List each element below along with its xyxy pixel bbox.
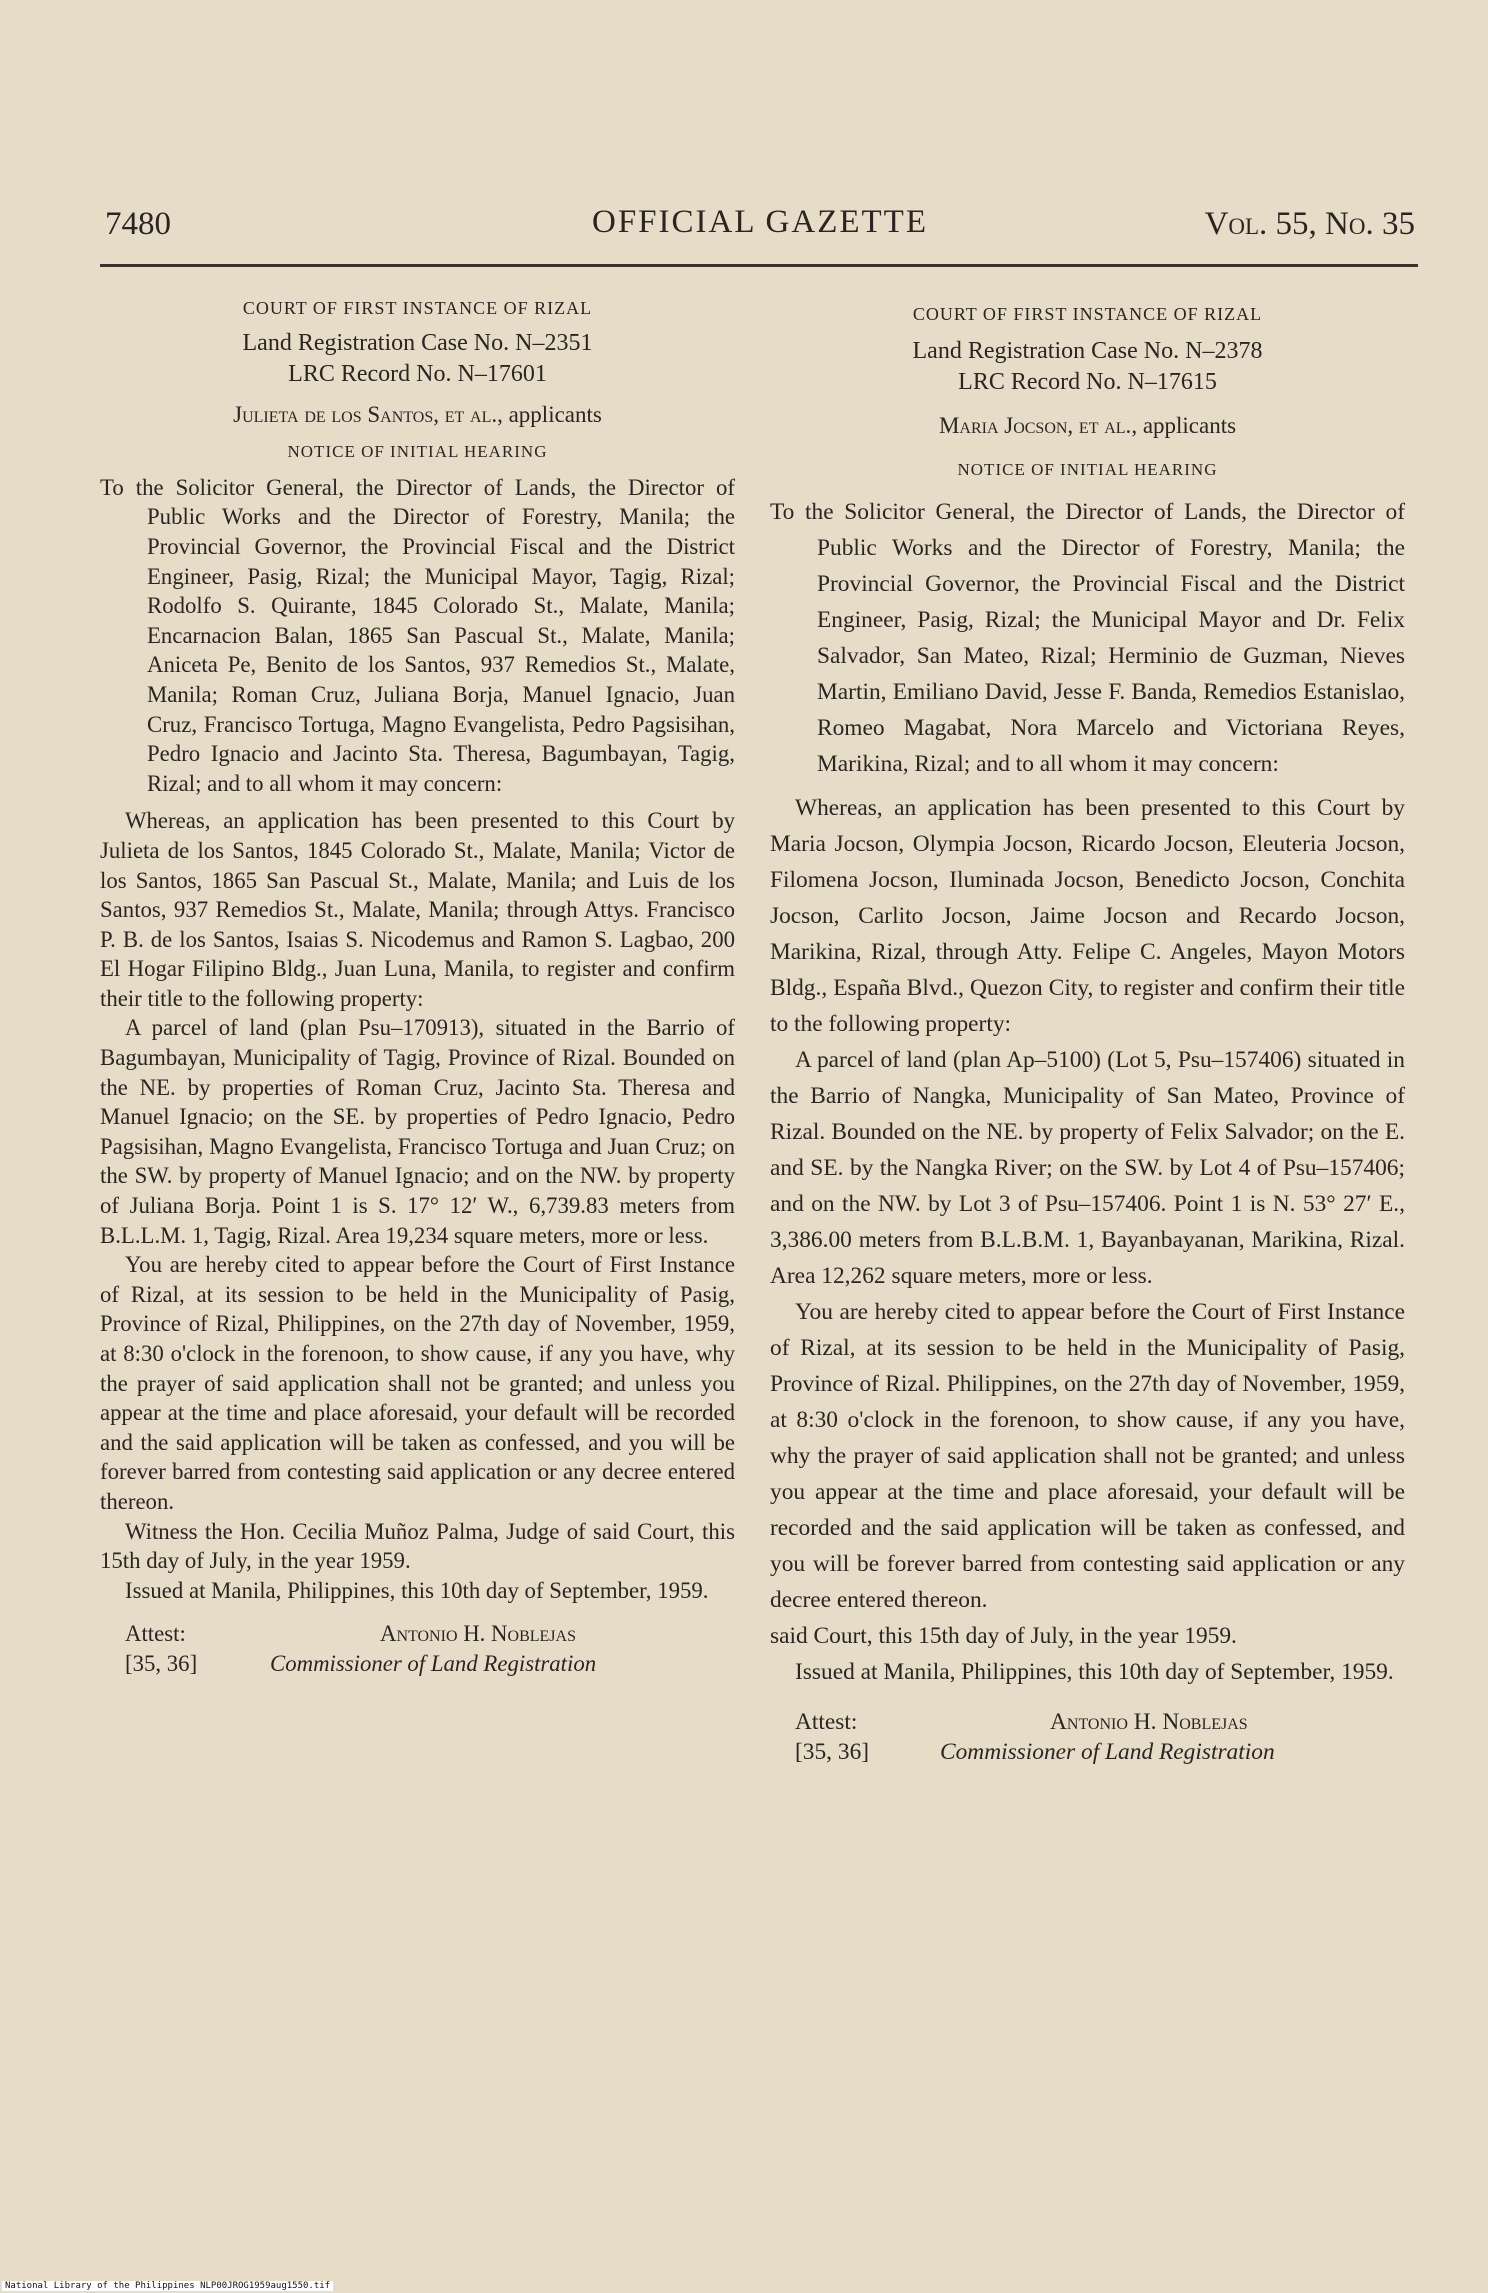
commissioner-title: Commissioner of Land Registration — [270, 1651, 597, 1677]
scan-source-footer: National Library of the Philippines NLP00JROG1959aug1550.tif — [2, 2281, 333, 2291]
applicant-suffix: , applicants — [1131, 413, 1237, 438]
parcel-paragraph: A parcel of land (plan Psu–170913), situated in the Barrio of Bagumbayan, Municipality of Tagig, Province of Rizal. Bounded on the NE. by properties of Roman Cruz, Jacinto Sta. Theresa and Manuel Ignacio; on the SE. by properties of Pedro Ignacio, Pedro Pagsisihan, Magno Evangelista, Francisco Tortuga and Juan Cruz; on the SW. by property of Manuel Ignacio; and on the NW. by property of Juliana Borja. Point 1 is S. 17° 12′ W., 6,739.83 meters from B.L.L.M. 1, Tagig, Rizal. Area 19,234 square meters, more or less. — [100, 1015, 735, 1248]
issued-paragraph: Issued at Manila, Philippines, this 10th day of September, 1959. — [125, 1577, 709, 1603]
applicant-name: Julieta de los Santos, et al. — [233, 401, 498, 427]
commissioner-name: Antonio H. Noblejas — [1050, 1709, 1248, 1735]
left-column-notice — [100, 290, 735, 1679]
applicant-suffix: , applicants — [497, 401, 602, 427]
court-heading: COURT OF FIRST INSTANCE OF RIZAL — [242, 298, 593, 318]
record-number: LRC Record No. N–17615 — [958, 369, 1217, 395]
page-header — [105, 200, 1415, 250]
addressees-paragraph: To the Solicitor General, the Director of Lands, the Director of Public Works and the Director of Forestry, Manila; the Provincial Governor, the Provincial Fiscal and the District Engineer, Pasig, Rizal; the Municipal Mayor, Tagig, Rizal; Rodolfo S. Quirante, 1845 Colorado St., Malate, Manila; Encarnacion Balan, 1865 San Pascual St., Malate, Manila; Aniceta Pe, Benito de los Santos, 937 Remedios St., Malate, Manila; Roman Cruz, Juliana Borja, Manuel Ignacio, Juan Cruz, Francisco Tortuga, Magno Evangelista, Pedro Pagsisihan, Pedro Ignacio and Jacinto Sta. Theresa, Bagumbayan, Tagig, Rizal; and to all whom it may concern: — [100, 474, 735, 796]
attest-label: Attest: — [795, 1709, 858, 1735]
attest-label: Attest: — [125, 1621, 186, 1647]
attestation-block — [770, 1704, 1405, 1764]
issue-reference: [35, 36] — [125, 1651, 198, 1677]
right-column-notice — [770, 292, 1405, 1764]
notice-heading: NOTICE OF INITIAL HEARING — [287, 442, 548, 462]
witness-paragraph: said Court, this 15th day of July, in the year 1959. — [770, 1623, 1237, 1649]
case-number: Land Registration Case No. N–2351 — [242, 329, 593, 356]
applicants-line — [100, 400, 735, 430]
witness-paragraph: Witness the Hon. Cecilia Muñoz Palma, Judge of said Court, this 15th day of July, in the year 1959. — [100, 1518, 735, 1574]
case-number: Land Registration Case No. N–2378 — [912, 338, 1263, 364]
cited-paragraph: You are hereby cited to appear before the Court of First Instance of Rizal, at its session to be held in the Municipality of Pasig, Province of Rizal. Philippines, on the 27th day of November, 1959, at 8:30 o'clock in the forenoon, to show cause, if any you have, why the prayer of said application shall not be granted; and unless you appear at the time and place aforesaid, your default will be recorded and the said application will be taken as confessed, and you will be forever barred from contesting said application or any decree entered thereon. — [770, 1299, 1405, 1613]
applicant-name: Maria Jocson, et al. — [938, 413, 1132, 438]
notice-heading: NOTICE OF INITIAL HEARING — [957, 460, 1218, 479]
cited-paragraph: You are hereby cited to appear before the Court of First Instance of Rizal, at its session to be held in the Municipality of Pasig, Province of Rizal, Philippines, on the 27th day of November, 1959, at 8:30 o'clock in the forenoon, to show cause, if any you have, why the prayer of said application shall not be granted; and unless you appear at the time and place aforesaid, your default will be recorded and the said application will be taken as confessed, and you will be forever barred from contesting said application or any decree entered thereon. — [100, 1252, 735, 1514]
parcel-paragraph: A parcel of land (plan Ap–5100) (Lot 5, Psu–157406) situated in the Barrio of Nangka, Municipality of San Mateo, Province of Rizal. Bounded on the NE. by property of Felix Salvador; on the E. and SE. by the Nangka River; on the SW. by Lot 4 of Psu–157406; and on the NW. by Lot 3 of Psu–157406. Point 1 is N. 53° 27′ E., 3,386.00 meters from B.L.B.M. 1, Bayanbayanan, Marikina, Rizal. Area 12,262 square meters, more or less. — [770, 1047, 1405, 1289]
commissioner-name: Antonio H. Noblejas — [380, 1621, 576, 1647]
publication-title: OFFICIAL GAZETTE — [592, 204, 928, 240]
volume-number: Vol. 55, No. 35 — [1204, 206, 1415, 242]
issue-reference: [35, 36] — [795, 1739, 870, 1765]
header-rule — [100, 264, 1418, 267]
whereas-paragraph: Whereas, an application has been presented to this Court by Julieta de los Santos, 1845 Colorado St., Malate, Manila; Victor de los Santos, 1865 San Pascual St., Malate, Manila; and Luis de los Santos, 937 Remedios St., Malate, Manila; through Attys. Francisco P. B. de los Santos, Isaias S. Nicodemus and Ramon S. Lagbao, 200 El Hogar Filipino Bldg., Juan Luna, Manila, to register and confirm their title to the following property: — [100, 808, 735, 1011]
record-number: LRC Record No. N–17601 — [288, 360, 547, 387]
issued-paragraph: Issued at Manila, Philippines, this 10th day of September, 1959. — [795, 1659, 1394, 1685]
page-number: 7480 — [105, 206, 171, 242]
court-heading: COURT OF FIRST INSTANCE OF RIZAL — [912, 304, 1263, 324]
commissioner-title: Commissioner of Land Registration — [940, 1739, 1275, 1765]
whereas-paragraph: Whereas, an application has been presented to this Court by Maria Jocson, Olympia Jocson, Ricardo Jocson, Eleuteria Jocson, Filomena Jocson, Iluminada Jocson, Benedicto Jocson, Conchita Jocson, Carlito Jocson, Jaime Jocson and Recardo Jocson, Marikina, Rizal, through Atty. Felipe C. Angeles, Mayon Motors Bldg., España Blvd., Quezon City, to register and confirm their title to the following property: — [770, 795, 1405, 1037]
addressees-paragraph: To the Solicitor General, the Director of Lands, the Director of Public Works and the Director of Forestry, Manila; the Provincial Governor, the Provincial Fiscal and the District Engineer, Pasig, Rizal; the Municipal Mayor and Dr. Felix Salvador, San Mateo, Rizal; Herminio de Guzman, Nieves Martin, Emiliano David, Jesse F. Banda, Remedios Estanislao, Romeo Magabat, Nora Marcelo and Victoriana Reyes, Marikina, Rizal; and to all whom it may concern: — [770, 499, 1405, 777]
applicants-line — [770, 408, 1405, 444]
attestation-block — [100, 1619, 735, 1679]
